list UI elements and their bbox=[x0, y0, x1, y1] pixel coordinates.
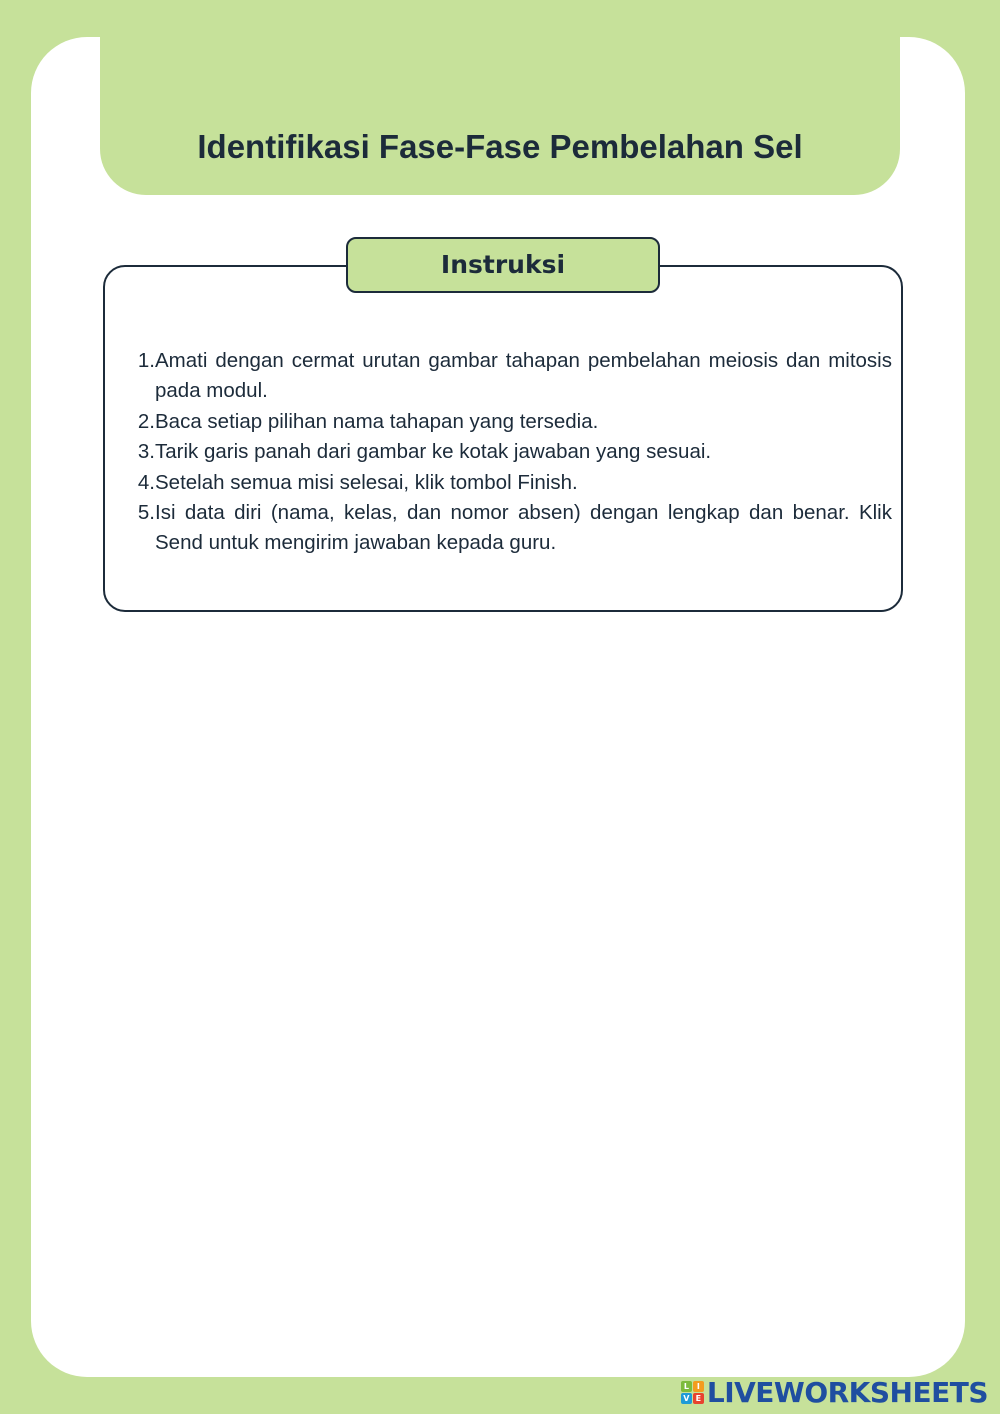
instruction-item bbox=[130, 468, 892, 498]
title-band bbox=[100, 37, 900, 195]
page-title: Identifikasi Fase-Fase Pembelahan Sel bbox=[197, 128, 803, 165]
logo-mark-icon bbox=[681, 1381, 704, 1404]
logo-text: LIVEWORKSHEETS bbox=[706, 1375, 988, 1409]
instruction-text: Isi data diri (nama, kelas, dan nomor absen) dengan lengkap dan benar. Klik Send untuk mengirim jawaban kepada guru. bbox=[155, 501, 892, 555]
instruction-item bbox=[130, 437, 892, 467]
logo-mark-i: I bbox=[693, 1381, 704, 1392]
instruction-item bbox=[130, 346, 892, 407]
logo-mark-e: E bbox=[693, 1393, 704, 1404]
instruction-number: 1. bbox=[137, 349, 155, 372]
instruction-number: 3. bbox=[137, 440, 155, 464]
logo-mark-l: L bbox=[681, 1381, 692, 1392]
instructions-list bbox=[130, 346, 892, 559]
instructions-label: Instruksi bbox=[346, 237, 660, 293]
instruction-number: 2. bbox=[137, 409, 155, 433]
logo-mark-v: V bbox=[681, 1393, 692, 1404]
instruction-text: Baca setiap pilihan nama tahapan yang tersedia. bbox=[155, 409, 599, 433]
liveworksheets-logo[interactable] bbox=[681, 1376, 988, 1408]
instruction-text: Tarik garis panah dari gambar ke kotak jawaban yang sesuai. bbox=[155, 440, 712, 464]
instruction-text: Amati dengan cermat urutan gambar tahapan pembelahan meiosis dan mitosis pada modul. bbox=[155, 349, 892, 403]
instruction-number: 4. bbox=[137, 470, 155, 494]
instruction-number: 5. bbox=[137, 501, 155, 525]
instruction-text: Setelah semua misi selesai, klik tombol Finish. bbox=[155, 470, 578, 494]
instruction-item bbox=[130, 498, 892, 559]
instruction-item bbox=[130, 407, 892, 437]
